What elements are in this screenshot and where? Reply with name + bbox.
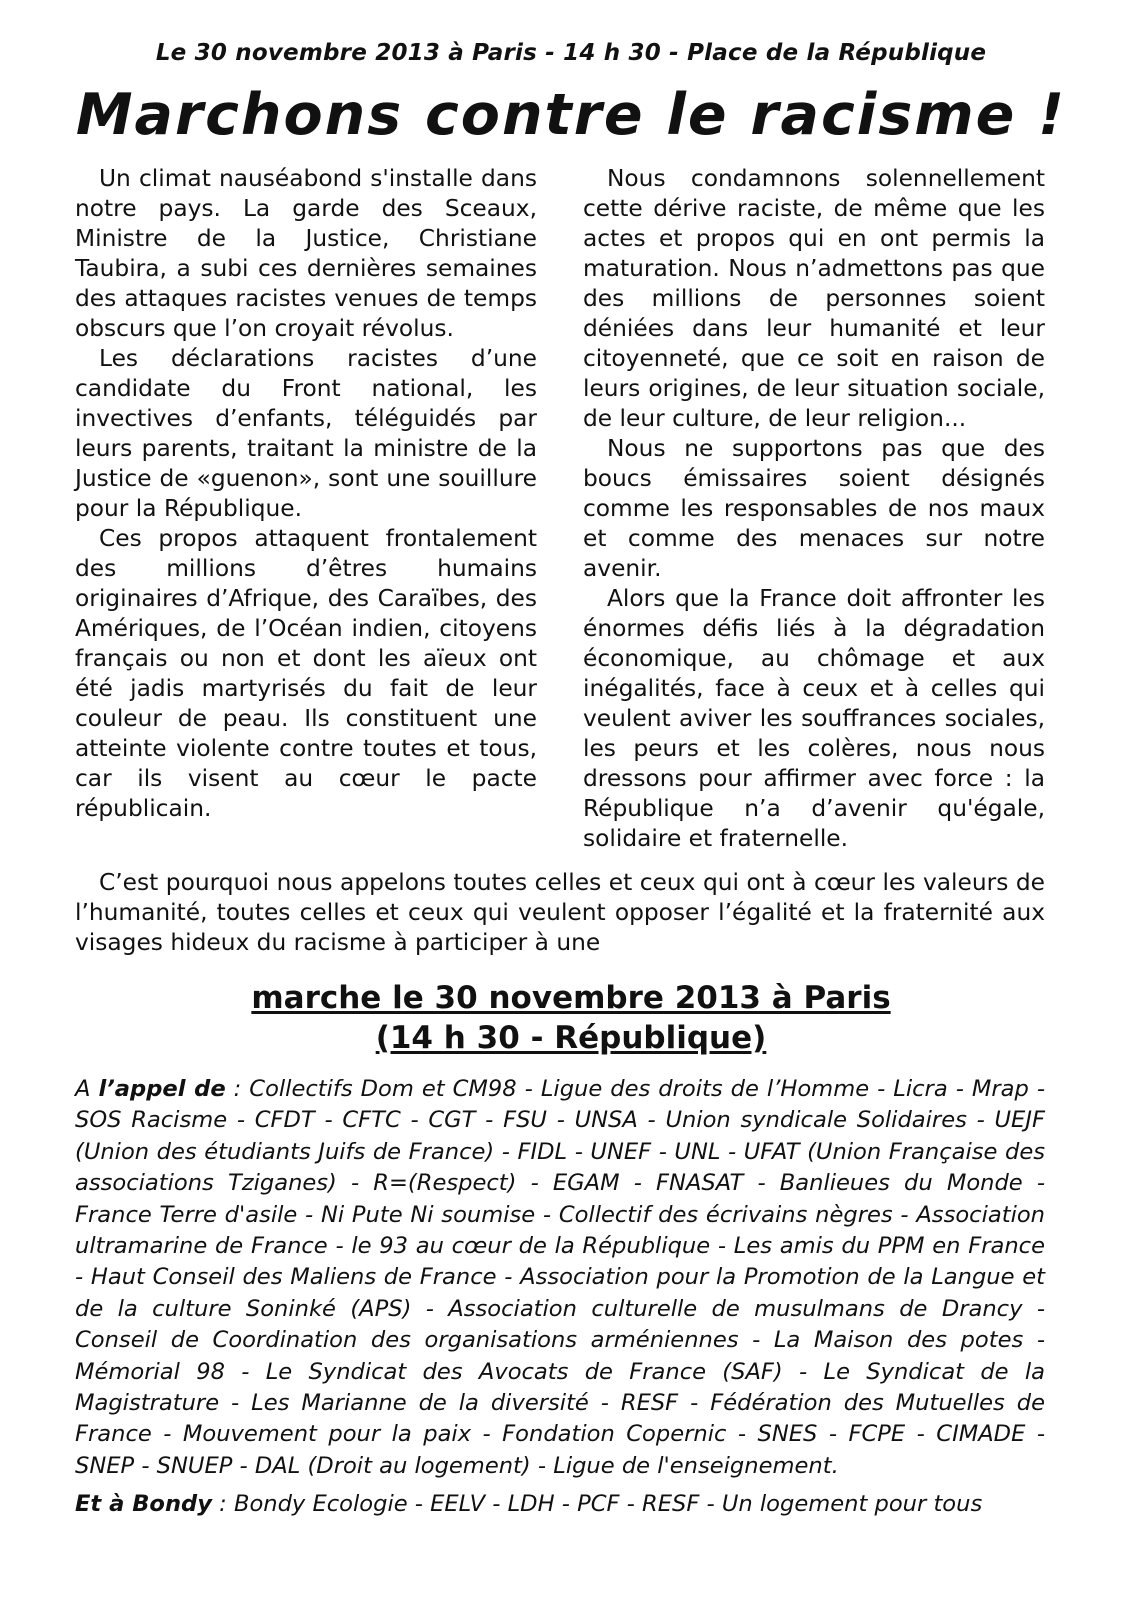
paragraph: Alors que la France doit affronter les énormes défis liés à la dégradation économique, au chômage et aux inégalités, face à ceux et à celles qui veulent aviver les souffrances sociales, les peurs et les colères, nous nous dressons pour affirmer avec force : la République n’a d’avenir qu'égale, solidaire et fraternelle.	[583, 585, 1045, 852]
paragraph: Nous ne supportons pas que des boucs émissaires soient désignés comme les responsables de nos maux et comme des menaces sur notre avenir.	[583, 435, 1045, 582]
signatories	[75, 1074, 1045, 1482]
march-date: marche le 30 novembre 2013 à Paris	[251, 980, 891, 1016]
bondy-separator: :	[211, 1491, 234, 1517]
bondy-list: Bondy Ecologie - EELV - LDH - PCF - RESF - Un logement pour tous	[233, 1491, 983, 1517]
left-column	[75, 164, 537, 854]
text-columns	[75, 164, 1045, 854]
event-subtitle: Le 30 novembre 2013 à Paris - 14 h 30 - Place de la République	[155, 40, 987, 66]
page-title: Marchons contre le racisme !	[75, 82, 1067, 148]
signatories-label: l’appel de	[98, 1076, 226, 1102]
signatories-list: Collectifs Dom et CM98 - Ligue des droits de l’Homme - Licra - Mrap - SOS Racisme - CFDT - CFTC - CGT - FSU - UNSA - Union syndicale Solidaires - UEJF (Union des étudiants Juifs de France) - FIDL - UNEF - UNL - UFAT (Union Française des associations Tziganes) - R=(Respect) - EGAM - FNASAT - Banlieues du Monde - France Terre d'asile - Ni Pute Ni soumise - Collectif des écrivains nègres - Association ultramarine de France - le 93 au cœur de la République - Les amis du PPM en France - Haut Conseil des Maliens de France - Association pour la Promotion de la Langue et de la culture Soninké (APS) - Association culturelle de musulmans de Drancy - Conseil de Coordination des organisations arméniennes - La Maison des potes - Mémorial 98 - Le Syndicat des Avocats de France (SAF) - Le Syndicat de la Magistrature - Les Marianne de la diversité - RESF - Fédération des Mutuelles de France - Mouvement pour la paix - Fondation Copernic - SNES - FCPE - CIMADE - SNEP - SNUEP - DAL (Droit au logement) - Ligue de l'enseignement.	[75, 1076, 1045, 1479]
conclusion	[75, 868, 1045, 958]
march-time-place: (14 h 30 - République)	[375, 1020, 767, 1056]
signatories-separator: :	[225, 1076, 250, 1102]
bondy-signatories	[75, 1489, 1045, 1520]
signatories-prefix: A	[75, 1076, 99, 1102]
paragraph: Ces propos attaquent frontalement des millions d’êtres humains originaires d’Afrique, des Caraïbes, des Amériques, de l’Océan indien, citoyens français ou non et dont les aïeux ont été jadis martyrisés du fait de leur couleur de peau. Ils constituent une atteinte violente contre toutes et tous, car ils visent au cœur le pacte républicain.	[75, 525, 537, 822]
conclusion-paragraph: C’est pourquoi nous appelons toutes celles et ceux qui ont à cœur les valeurs de l’humanité, toutes celles et ceux qui veulent opposer l’égalité et la fraternité aux visages hideux du racisme à participer à une	[75, 869, 1045, 956]
march-heading	[0, 978, 1128, 1058]
paragraph: Un climat nauséabond s'installe dans notre pays. La garde des Sceaux, Ministre de la Justice, Christiane Taubira, a subi ces dernières semaines des attaques racistes venues de temps obscurs que l’on croyait révolus.	[75, 165, 537, 342]
right-column	[583, 164, 1045, 854]
bondy-label: Et à Bondy	[75, 1491, 212, 1517]
paragraph: Les déclarations racistes d’une candidate du Front national, les invectives d’enfants, téléguidés par leurs parents, traitant la ministre de la Justice de «guenon», sont une souillure pour la République.	[75, 345, 537, 522]
paragraph: Nous condamnons solennellement cette dérive raciste, de même que les actes et propos qui en ont permis la maturation. Nous n’admettons pas que des millions de personnes soient déniées dans leur humanité et leur citoyenneté, que ce soit en raison de leurs origines, de leur situation sociale, de leur culture, de leur religion...	[583, 165, 1045, 432]
